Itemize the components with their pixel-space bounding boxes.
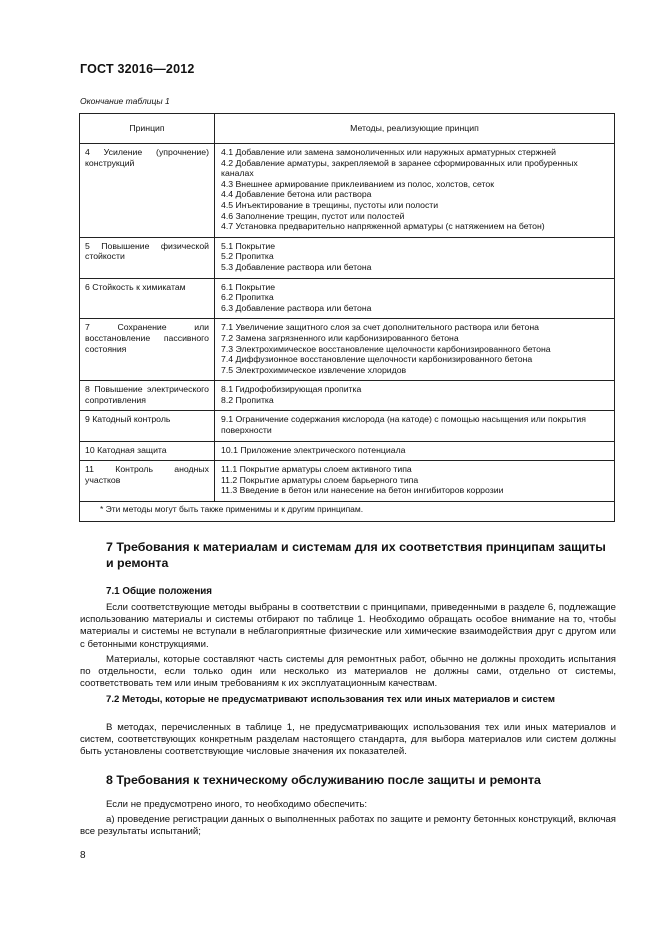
principle-cell: 10 Катодная защита [80,441,215,461]
method-item: 4.4 Добавление бетона или раствора [221,189,372,200]
methods-cell [215,319,615,381]
method-item: 6.1 Покрытие [221,281,276,292]
document-id: ГОСТ 32016—2012 [80,62,195,76]
method-item: 6.3 Добавление раствора или бетона [221,302,372,313]
section-7-title: 7 Требования к материалам и системам для их соответствия принципам защиты и ремонта [106,540,606,570]
table-row [80,461,615,502]
header-methods: Методы, реализующие принцип [215,114,615,144]
method-item: 5.2 Пропитка [221,251,274,262]
method-item: 7.4 Диффузионное восстановление щелочности карбонизированного бетона [221,354,533,365]
principle-cell: 8 Повышение электрического сопротивления [80,381,215,411]
method-item: 10.1 Приложение электрического потенциала [221,444,406,455]
method-item: 8.2 Пропитка [221,394,274,405]
subsection-7-1-title: 7.1 Общие положения [106,586,213,597]
method-item: 9.1 Ограничение содержания кислорода (на катоде) с помощью насыщения или покрытия поверхности [221,414,586,436]
method-item: 4.7 Установка предварительно напряженной арматуры (с натяжением на бетон) [221,221,545,232]
table-row [80,144,615,238]
methods-cell [215,461,615,502]
table-caption: Окончание таблицы 1 [80,96,170,106]
method-item: 7.2 Замена загрязненного или карбонизированного бетона [221,332,459,343]
method-item: 8.1 Гидрофобизирующая пропитка [221,384,362,395]
methods-cell [215,278,615,319]
method-item: 11.1 Покрытие арматуры слоем активного типа [221,464,412,475]
method-item: 11.3 Введение в бетон или нанесение на бетон ингибиторов коррозии [221,485,504,496]
principle-cell: 6 Стойкость к химикатам [80,278,215,319]
methods-cell [215,441,615,461]
section-7-paragraph-3: В методах, перечисленных в таблице 1, не предусматривающих использования тех или иных материалов и систем, соответствующих конкретным разделам настоящего стандарта, для выбора материалов или систем должны быть установлены соответствующие числовые значения их показателей. [80,722,616,758]
section-8-paragraph-2: а) проведение регистрации данных о выполненных работах по защите и ремонту бетонных конструкций, включая все результаты испытаний; [80,814,616,838]
principle-cell: 11 Контроль анодных участков [80,461,215,502]
table-body [80,144,615,502]
method-item: 7.1 Увеличение защитного слоя за счет дополнительного раствора или бетона [221,322,539,333]
method-item: 5.1 Покрытие [221,240,276,251]
table-row [80,381,615,411]
table-footnote-row [80,502,615,522]
method-item: 11.2 Покрытие арматуры слоем барьерного типа [221,474,419,485]
method-item: 7.3 Электрохимическое восстановление щелочности карбонизированного бетона [221,343,551,354]
table-row [80,441,615,461]
principle-cell: 5 Повышение физической стойкости [80,237,215,278]
table-row [80,411,615,441]
principles-table [79,113,615,522]
methods-cell [215,411,615,441]
principle-cell: 7 Сохранение или восстановление пассивного состояния [80,319,215,381]
principle-cell: 4 Усиление (упрочнение) конструкций [80,144,215,238]
table-row [80,237,615,278]
section-7-paragraph-1: Если соответствующие методы выбраны в соответствии с принципами, приведенными в разделе 6, подлежащие использованию материалы и системы отбирают по таблице 1. Необходимо обращать особое внимание на то, чтобы материалы и системы не вступали в неблагоприятные физические или химические взаимодействия друг с другом или с бетонными конструкциями. [80,602,616,650]
section-8-paragraph-1: Если не предусмотрено иного, то необходимо обеспечить: [106,799,368,810]
methods-cell [215,144,615,238]
table-row [80,278,615,319]
methods-cell [215,237,615,278]
method-item: 7.5 Электрохимическое извлечение хлоридов [221,364,407,375]
method-item: 4.6 Заполнение трещин, пустот или полостей [221,210,405,221]
section-7-paragraph-2: Материалы, которые составляют часть системы для ремонтных работ, обычно не должны проходить испытания по отдельности, если только один или несколько из материалов не должны сами, отдельно от системы, соответствовать тем или иным требованиям к их эксплуатационным качествам. [80,654,616,690]
method-item: 4.3 Внешнее армирование приклеиванием из полос, холстов, сеток [221,178,495,189]
table-row [80,319,615,381]
subsection-7-2-title: 7.2 Методы, которые не предусматривают использования тех или иных материалов и систем [106,694,555,705]
method-item: 5.3 Добавление раствора или бетона [221,261,372,272]
method-item: 6.2 Пропитка [221,292,274,303]
header-principle: Принцип [80,114,215,144]
table-header-row [80,114,615,144]
method-item: 4.5 Инъектирование в трещины, пустоты или полости [221,199,439,210]
section-8-title: 8 Требования к техническому обслуживанию после защиты и ремонта [106,773,541,787]
page-number: 8 [80,850,86,861]
method-item: 4.2 Добавление арматуры, закрепляемой в заранее сформированных или пробуренных каналах [221,157,578,179]
methods-cell [215,381,615,411]
method-item: 4.1 Добавление или замена замоноличенных или наружных арматурных стержней [221,147,556,157]
table-footnote: * Эти методы могут быть также применимы и к другим принципам. [80,502,615,522]
principle-cell: 9 Катодный контроль [80,411,215,441]
